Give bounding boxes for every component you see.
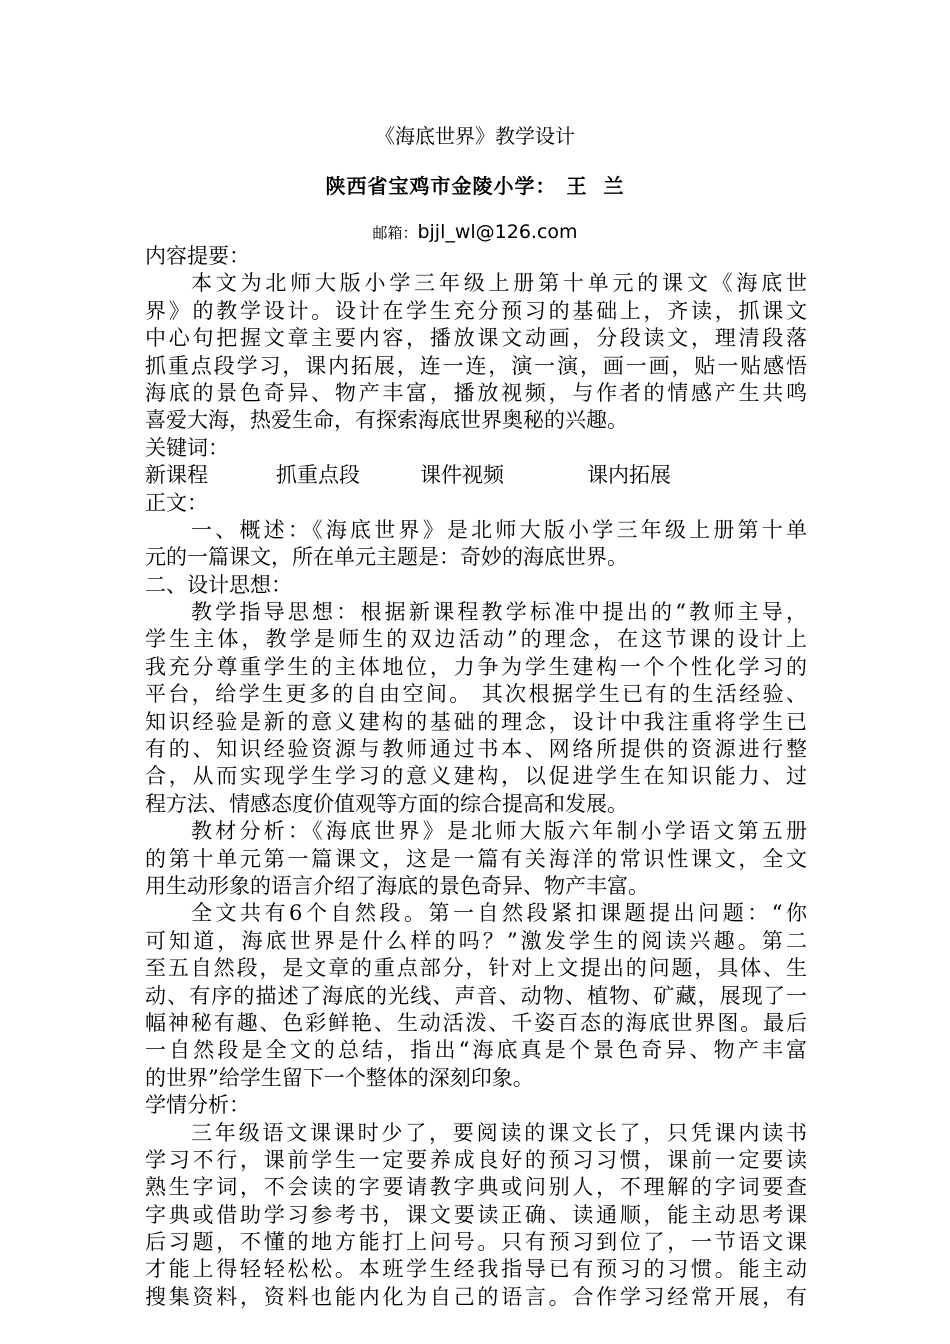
paragraph-line: 合，从而实现学生学习的意义建构，以促进学生在知识能力、过 — [145, 764, 807, 789]
paragraph-line: 元的一篇课文，所在单元主题是：奇妙的海底世界。 — [145, 545, 628, 570]
paragraph-line: 幅神秘有趣、色彩鲜艳、生动活泼、千姿百态的海底世界图。最后 — [145, 1010, 807, 1035]
paragraph-line: 平台，给学生更多的自由空间。 其次根据学生已有的生活经验、 — [145, 682, 807, 707]
paragraph-line: 一、概述：《海底世界》是北师大版小学三年级上册第十单 — [191, 517, 807, 542]
paragraph-line: 才能上得轻轻松松。本班学生经我指导已有预习的习惯。能主动 — [145, 1257, 807, 1282]
paragraph-line: 有的、知识经验资源与教师通过书本、网络所提供的资源进行整 — [145, 737, 807, 762]
document-title: 《海底世界》教学设计 — [375, 124, 575, 148]
author-line — [0, 170, 950, 202]
paragraph-line: 至五自然段，是文章的重点部分，针对上文提出的问题，具体、生 — [145, 956, 807, 981]
keywords-row — [145, 462, 807, 489]
keyword: 课件视频 — [420, 463, 504, 488]
abstract-heading: 内容提要： — [145, 244, 250, 268]
paragraph-line: 的世界”给学生留下一个整体的深刻印象。 — [145, 1065, 534, 1090]
paragraph-line: 后习题，不懂的地方能打上问号。只有预习到位了，一节语文课 — [145, 1230, 807, 1255]
body-heading: 正文： — [145, 490, 208, 515]
paragraph-line: 我充分尊重学生的主体地位，力争为学生建构一个个性化学习的 — [145, 654, 807, 679]
paragraph-line: 可知道，海底世界是什么样的吗？”激发学生的阅读兴趣。第二 — [145, 928, 807, 953]
email-label: 邮箱： — [372, 224, 418, 242]
keyword: 新课程 — [145, 463, 208, 488]
paragraph-line: 知识经验是新的意义建构的基础的理念，设计中我注重将学生已 — [145, 709, 807, 734]
paragraph-line: 用生动形象的语言介绍了海底的景色奇异、物产丰富。 — [145, 873, 649, 898]
paragraph-line: 全文共有6个自然段。第一自然段紧扣课题提出问题：“你 — [191, 901, 807, 926]
paragraph-line: 界》的教学设计。设计在学生充分预习的基础上，齐读，抓课文 — [145, 298, 807, 323]
author-school: 陕西省宝鸡市金陵小学： — [325, 174, 557, 198]
author-name: 王 兰 — [566, 174, 625, 198]
design-heading: 二、设计思想： — [145, 572, 292, 597]
paragraph-line: 教材分析：《海底世界》是北师大版六年制小学语文第五册 — [191, 819, 807, 844]
paragraph-line: 学生主体，教学是师生的双边活动”的理念，在这节课的设计上 — [145, 627, 807, 652]
document-body — [145, 243, 807, 1311]
paragraph-line: 程方法、情感态度价值观等方面的综合提高和发展。 — [145, 791, 628, 816]
paragraph-line: 动、有序的描述了海底的光线、声音、动物、植物、矿藏，展现了一 — [145, 983, 807, 1008]
paragraph-line: 中心句把握文章主要内容，播放课文动画，分段读文，理清段落 — [145, 326, 807, 351]
keywords-heading: 关键词： — [145, 435, 229, 460]
paragraph-line: 字典或借助学习参考书，课文要读正确、读通顺，能主动思考课 — [145, 1202, 807, 1227]
paragraph-line: 喜爱大海，热爱生命，有探索海底世界奥秘的兴趣。 — [145, 408, 628, 433]
student-heading: 学情分析： — [145, 1093, 250, 1118]
paragraph-line: 搜集资料，资料也能内化为自己的语言。合作学习经常开展，有 — [145, 1284, 807, 1309]
paragraph-line: 抓重点段学习，课内拓展，连一连，演一演，画一画，贴一贴感悟 — [145, 353, 807, 378]
paragraph-line: 海底的景色奇异、物产丰富，播放视频，与作者的情感产生共鸣 — [145, 380, 807, 405]
paragraph-line: 熟生字词，不会读的字要请教字典或问别人，不理解的字词要查 — [145, 1175, 807, 1200]
paragraph-line: 本文为北师大版小学三年级上册第十单元的课文《海底世 — [191, 271, 807, 296]
paragraph-line: 的第十单元第一篇课文，这是一篇有关海洋的常识性课文，全文 — [145, 846, 807, 871]
email-address: bjjl_wl@126.com — [417, 221, 578, 243]
paragraph-line: 教学指导思想：根据新课程教学标准中提出的“教师主导， — [191, 600, 807, 625]
paragraph-line: 三年级语文课课时少了，要阅读的课文长了，只凭课内读书 — [191, 1120, 807, 1145]
paragraph-line: 学习不行，课前学生一定要养成良好的预习习惯，课前一定要读 — [145, 1147, 807, 1172]
keyword: 课内拓展 — [587, 463, 671, 488]
keyword: 抓重点段 — [276, 463, 360, 488]
paragraph-line: 一自然段是全文的总结，指出“海底真是个景色奇异、物产丰富 — [145, 1038, 807, 1063]
